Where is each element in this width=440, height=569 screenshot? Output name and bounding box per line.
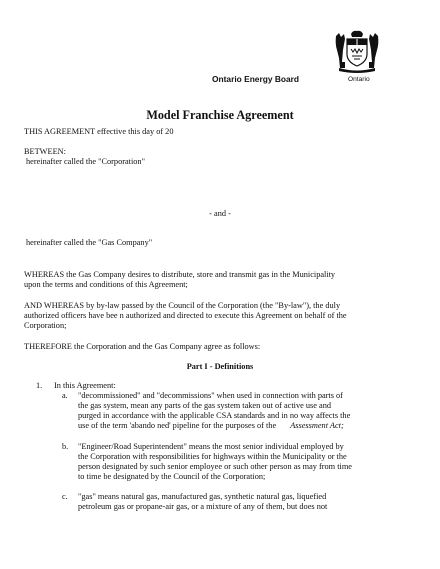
clause-a-label: a.	[62, 391, 68, 400]
clause-a-line-2: the gas system, mean any parts of the gas system taken out of active use and	[78, 401, 331, 410]
clause-c-label: c.	[62, 492, 68, 501]
between-label: BETWEEN:	[24, 147, 66, 156]
clause-a-line-1: "decommissioned" and "decommissions" when used in connection with parts of	[78, 391, 343, 400]
clause-a-line-4	[78, 421, 344, 431]
clause-b-line-1: "Engineer/Road Superintendent" means the most senior individual employed by	[78, 442, 344, 451]
effective-line: THIS AGREEMENT effective this day of 20	[24, 127, 174, 136]
clause-b-line-2: the Corporation with responsibilities for highways within the Municipality or the	[78, 452, 347, 461]
whereas-line-1: WHEREAS the Gas Company desires to distribute, store and transmit gas in the Municipality	[24, 270, 336, 279]
and-separator: - and -	[209, 209, 231, 218]
ontario-coat-of-arms-icon	[334, 28, 380, 73]
ontario-wordmark: Ontario	[348, 76, 370, 83]
clause-a-line-3: purged in accordance with the applicable CSA standards and in no way affects the	[78, 411, 351, 420]
and-whereas-line-2: authorized officers have bee n authorized and directed to execute this Agreement on behalf of the	[24, 311, 347, 320]
clause-a-line-4-text: use of the term 'abando ned' pipeline for the purposes of the	[78, 421, 277, 430]
and-whereas-line-1: AND WHEREAS by by-law passed by the Council of the Corporation (the "By-law"), the duly	[24, 301, 341, 310]
clause-c-line-2: petroleum gas or propane-air gas, or a mixture of any of them, but does not	[78, 502, 328, 511]
assessment-act-reference: Assessment Act;	[290, 421, 344, 430]
item-intro: In this Agreement:	[54, 381, 116, 390]
clause-b-line-4: to time be designated by the Council of the Corporation;	[78, 472, 266, 481]
clause-c-line-1: "gas" means natural gas, manufactured gas, synthetic natural gas, liquefied	[78, 492, 327, 501]
document-title: Model Franchise Agreement	[146, 108, 294, 122]
gas-company-line: hereinafter called the "Gas Company"	[26, 238, 153, 247]
therefore-line: THEREFORE the Corporation and the Gas Company agree as follows:	[24, 342, 261, 351]
board-name: Ontario Energy Board	[212, 74, 300, 84]
item-number: 1.	[36, 381, 43, 390]
part-heading: Part I - Definitions	[186, 362, 254, 371]
and-whereas-line-3: Corporation;	[24, 321, 67, 330]
corporation-line: hereinafter called the "Corporation"	[26, 157, 145, 166]
clause-b-line-3: person designated by such senior employee or such other person as may from time	[78, 462, 352, 471]
clause-b-label: b.	[62, 442, 69, 451]
whereas-line-2: upon the terms and conditions of this Agreement;	[24, 280, 188, 289]
